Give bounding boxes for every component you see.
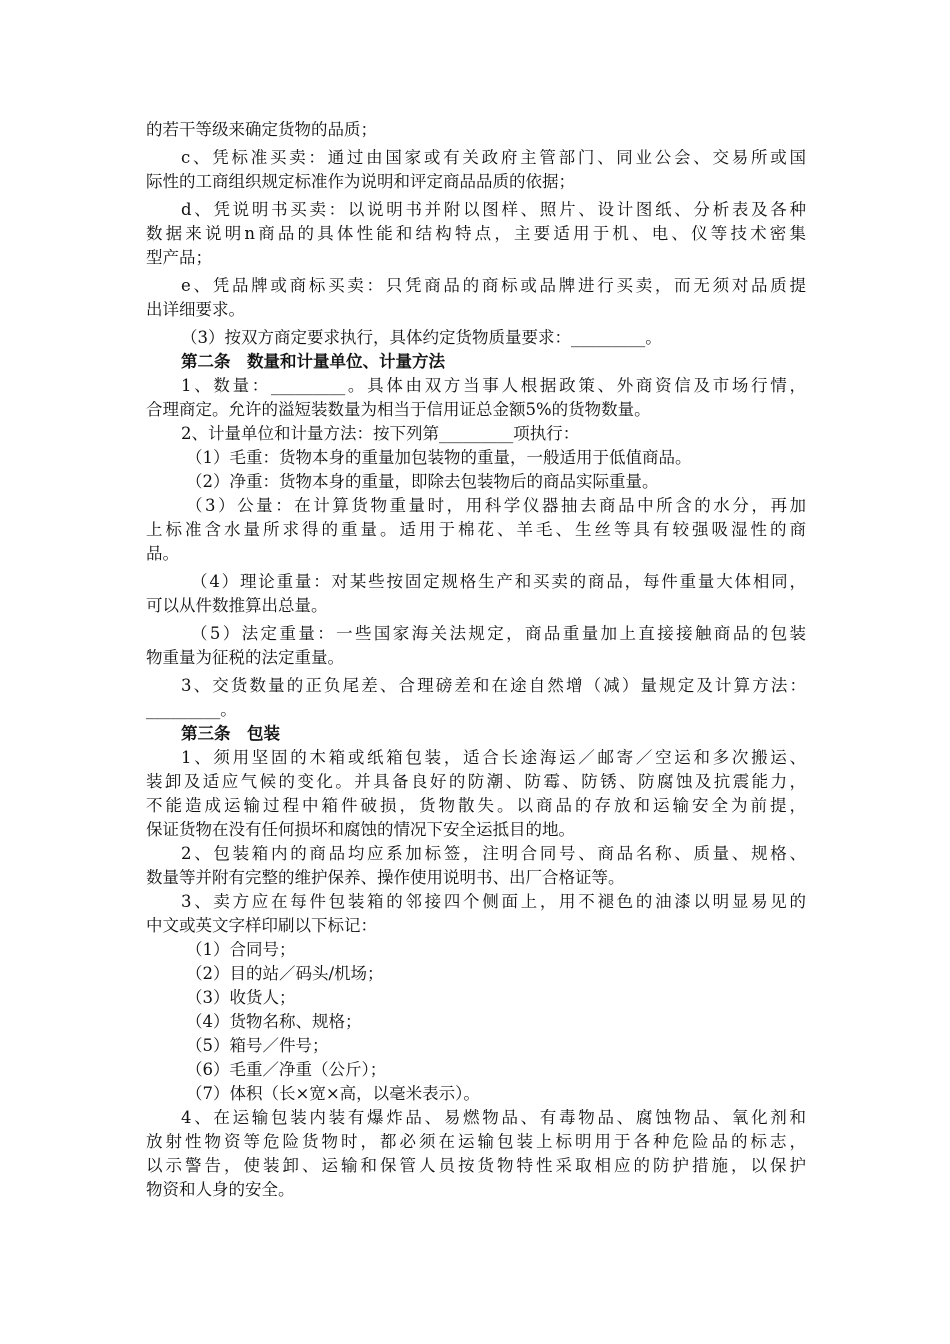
text-line: （5）法定重量：一些国家海关法规定，商品重量加上直接接触商品的包装: [191, 624, 806, 643]
section-heading: 第三条 包装: [181, 724, 280, 743]
list-item: （1）合同号；: [186, 940, 296, 959]
text-line: （4）理论重量：对某些按固定规格生产和买卖的商品，每件重量大体相同，: [191, 572, 806, 591]
section-heading: 第二条 数量和计量单位、计量方法: [181, 352, 445, 371]
text-line: 1、须用坚固的木箱或纸箱包装，适合长途海运／邮寄／空运和多次搬运、: [181, 748, 806, 767]
text-line: d、凭说明书买卖：以说明书并附以图样、照片、设计图纸、分析表及各种: [181, 200, 806, 219]
text-line: 1、数量：_________。具体由双方当事人根据政策、外商资信及市场行情，: [181, 376, 806, 395]
text-line: 合理商定。允许的溢短装数量为相当于信用证总金额5%的货物数量。: [146, 400, 651, 419]
text-line: e、凭品牌或商标买卖：只凭商品的商标或品牌进行买卖，而无须对品质提: [181, 276, 806, 295]
list-item: （4）货物名称、规格；: [186, 1012, 362, 1031]
text-line: 2、包装箱内的商品均应系加标签，注明合同号、商品名称、质量、规格、: [181, 844, 806, 863]
text-line: （2）净重：货物本身的重量，即除去包装物后的商品实际重量。: [186, 472, 659, 491]
text-line: 3、卖方应在每件包装箱的邻接四个侧面上，用不褪色的油漆以明显易见的: [181, 892, 806, 911]
text-line: 上标准含水量所求得的重量。适用于棉花、羊毛、生丝等具有较强吸湿性的商: [146, 520, 806, 539]
text-line: 际性的工商组织规定标准作为说明和评定商品品质的依据；: [146, 172, 575, 191]
document-page: [146, 118, 816, 1202]
text-line: 可以从件数推算出总量。: [146, 596, 328, 615]
text-line: 不能造成运输过程中箱件破损，货物散失。以商品的存放和运输安全为前提，: [146, 796, 806, 815]
text-line: 的若干等级来确定货物的品质；: [146, 120, 377, 139]
text-line: 品。: [146, 544, 179, 563]
text-line: 物重量为征税的法定重量。: [146, 648, 344, 667]
text-line: （3）按双方商定要求执行，具体约定货物质量要求：_________。: [181, 328, 662, 347]
text-line: 4、在运输包装内装有爆炸品、易燃物品、有毒物品、腐蚀物品、氧化剂和: [181, 1108, 806, 1127]
list-item: （7）体积（长×宽×高，以毫米表示）。: [186, 1084, 480, 1103]
list-item: （5）箱号／件号；: [186, 1036, 329, 1055]
list-item: （3）收货人；: [186, 988, 296, 1007]
text-line: 出详细要求。: [146, 300, 245, 319]
text-line: 物资和人身的安全。: [146, 1180, 295, 1199]
text-line: 3、交货数量的正负尾差、合理磅差和在途自然增（减）量规定及计算方法：: [181, 676, 806, 695]
text-line: c、凭标准买卖：通过由国家或有关政府主管部门、同业公会、交易所或国: [181, 148, 806, 167]
text-line: 型产品；: [146, 248, 212, 267]
text-line: 以示警告，使装卸、运输和保管人员按货物特性采取相应的防护措施，以保护: [146, 1156, 806, 1175]
text-line: 2、计量单位和计量方法：按下列第_________项执行：: [181, 424, 580, 443]
text-line: （1）毛重：货物本身的重量加包装物的重量，一般适用于低值商品。: [186, 448, 692, 467]
text-line: 放射性物资等危险货物时，都必须在运输包装上标明用于各种危险品的标志，: [146, 1132, 806, 1151]
text-line: 保证货物在没有任何损坏和腐蚀的情况下安全运抵目的地。: [146, 820, 575, 839]
text-line: 数据来说明n商品的具体性能和结构特点，主要适用于机、电、仪等技术密集: [146, 224, 806, 243]
text-line: 中文或英文字样印刷以下标记：: [146, 916, 377, 935]
list-item: （6）毛重／净重（公斤）；: [186, 1060, 387, 1079]
list-item: （2）目的站／码头/机场；: [186, 964, 384, 983]
text-line: _________。: [146, 700, 237, 719]
text-line: 装卸及适应气候的变化。并具备良好的防潮、防霉、防锈、防腐蚀及抗震能力，: [146, 772, 806, 791]
text-line: 数量等并附有完整的维护保养、操作使用说明书、出厂合格证等。: [146, 868, 625, 887]
text-line: （3）公量：在计算货物重量时，用科学仪器抽去商品中所含的水分，再加: [186, 496, 806, 515]
